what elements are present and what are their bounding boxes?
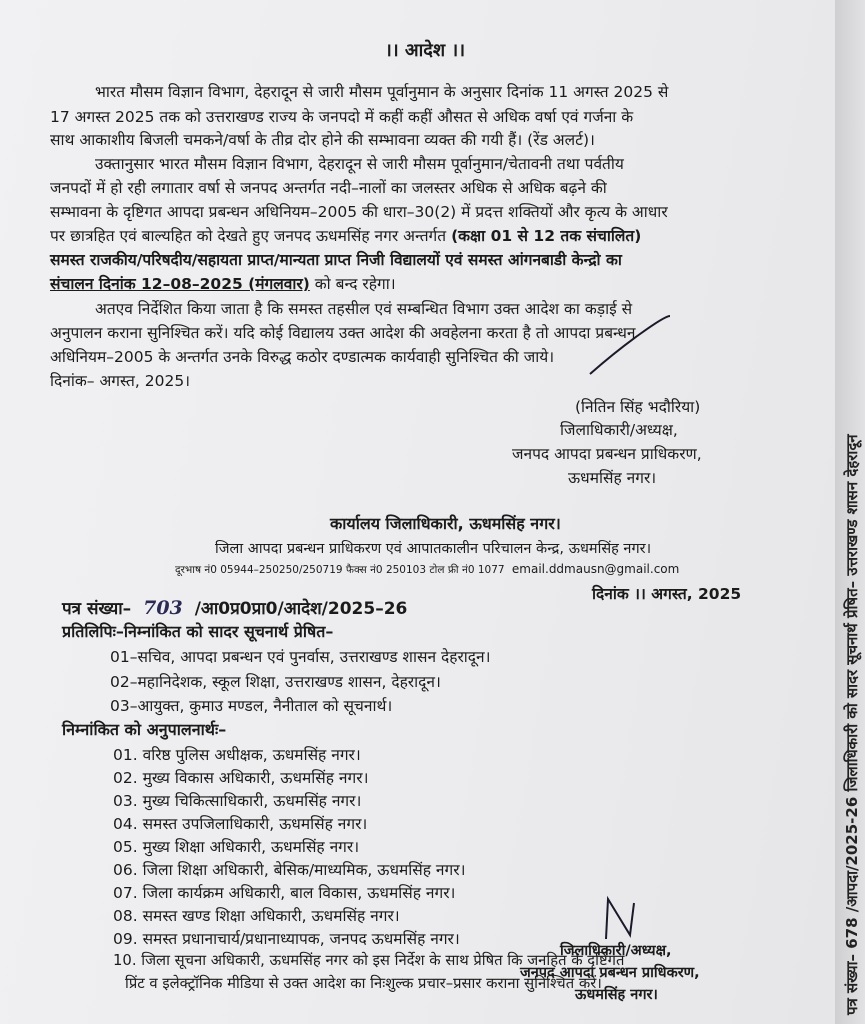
letter-number-value: 703 — [143, 597, 183, 619]
para3-line1: अतएव निर्देशित किया जाता है कि समस्त तहसील एवं सम्बन्धित विभाग उक्त आदेश का कड़ाई से — [95, 300, 633, 318]
para2-line2: जनपदों में हो रही लगातार वर्षा से जनपद अन्तर्गत नदी–नालों का जलस्तर अधिक से अधिक बढ़ने की — [50, 179, 607, 197]
compliance-item-9: 09. समस्त प्रधानाचार्य/प्रधानाध्यापक, जनपद ऊधमसिंह नगर। — [113, 930, 460, 948]
compliance-item-8: 08. समस्त खण्ड शिक्षा अधिकारी, ऊधमसिंह नगर। — [113, 907, 400, 925]
para1-line2: 17 अगस्त 2025 तक को उत्तराखण्ड राज्य के जनपदो में कहीं कहीं औसत से अधिक वर्षा एवं गर्जना के — [50, 108, 634, 126]
info-item-1: 01–सचिव, आपदा प्रबन्धन एवं पुनर्वास, उत्तराखण्ड शासन देहरादून। — [110, 648, 491, 666]
info-item-3: 03–आयुक्त, कुमाउ मण्डल, नैनीताल को सूचनार्थ। — [110, 697, 393, 715]
para3-line3: अधिनियम–2005 के अन्तर्गत उनके विरुद्ध कठोर दण्डात्मक कार्यवाही सुनिश्चित की जाये। — [50, 348, 555, 366]
office-contact — [175, 562, 679, 577]
compliance-item-4: 04. समस्त उपजिलाधिकारी, ऊधमसिंह नगर। — [113, 815, 368, 833]
signatory-place: ऊधमसिंह नगर। — [568, 469, 657, 487]
signature-1 — [585, 312, 675, 382]
compliance-item-5: 05. मुख्य शिक्षा अधिकारी, ऊधमसिंह नगर। — [113, 838, 360, 856]
para2-line3: सम्भावना के दृष्टिगत आपदा प्रबन्धन अधिनियम–2005 की धारा–30(2) में प्रदत्त शक्तियों और कृत्य के आधार — [50, 203, 668, 221]
compliance-item-10: 10. जिला सूचना अधिकारी, ऊधमसिंह नगर को इस निर्देश के साथ प्रेषित कि जनहित के दृष्टिगत — [113, 952, 625, 969]
para2-line5: समस्त राजकीय/परिषदीय/सहायता प्राप्त/मान्यता प्राप्त निजी विद्यालयों एवं समस्त आंगनबाडी केन्द्रो का — [50, 251, 622, 269]
signatory-designation: जिलाधिकारी/अध्यक्ष, — [560, 421, 678, 439]
office-email: email.ddmausn@gmail.com — [511, 562, 680, 576]
signatory2-place: ऊधमसिंह नगर। — [575, 987, 658, 1003]
compliance-item-3: 03. मुख्य चिकित्साधिकारी, ऊधमसिंह नगर। — [113, 792, 362, 810]
letter-number-suffix: /आ0प्र0प्रा0/आदेश/2025–26 — [194, 599, 408, 619]
info-item-2: 02–महानिदेशक, स्कूल शिक्षा, उत्तराखण्ड शासन, देहरादून। — [110, 673, 441, 691]
letter-number-label: पत्र संख्या– — [62, 599, 132, 619]
para2-line4-text: पर छात्रहित एवं बाल्यहित को देखते हुए जनपद ऊधमसिंह नगर अन्तर्गत — [50, 227, 447, 245]
signatory2-designation: जिलाधिकारी/अध्यक्ष, — [560, 943, 672, 959]
compliance-item-7: 07. जिला कार्यक्रम अधिकारी, बाल विकास, ऊधमसिंह नगर। — [113, 884, 456, 902]
letter-number — [62, 596, 407, 619]
para2-line1: उक्तानुसार भारत मौसम विज्ञान विभाग, देहरादून से जारी मौसम पूर्वानुमान/चेतावनी तथा पर्वतीय — [95, 155, 624, 173]
para3-line2: अनुपालन कराना सुनिश्चित करें। यदि कोई विद्यालय उक्त आदेश की अवहेलना करता है तो आपदा प्रबन्धन — [50, 324, 636, 342]
compliance-item-1: 01. वरिष्ठ पुलिस अधीक्षक, ऊधमसिंह नगर। — [113, 746, 361, 764]
compliance-item-10-cont: प्रिंट व इलेक्ट्रॉनिक मीडिया से उक्त आदेश का निःशुल्क प्रचार–प्रसार कराना सुनिश्चित करें। — [125, 975, 602, 992]
para1-line3: साथ आकाशीय बिजली चमकने/वर्षा के तीव्र दोर होने की सम्भावना व्यक्त की गयी हैं। (रेंड अलर्ट)। — [50, 131, 595, 149]
closure-date: संचालन दिनांक 12–08–2025 (मंगलवार) — [50, 275, 310, 293]
compliance-heading: निम्नांकित को अनुपालनार्थः– — [62, 720, 227, 739]
office-heading: कार्यालय जिलाधिकारी, ऊधमसिंह नगर। — [330, 514, 561, 533]
signatory2-authority: जनपद आपदा प्रबन्धन प्राधिकरण, — [520, 965, 700, 981]
para2-line4 — [50, 224, 641, 246]
compliance-item-2: 02. मुख्य विकास अधिकारी, ऊधमसिंह नगर। — [113, 769, 369, 787]
para1-line1: भारत मौसम विज्ञान विभाग, देहरादून से जारी मौसम पूर्वानुमान के अनुसार दिनांक 11 अगस्त 2025 से — [95, 83, 669, 101]
office-date: दिनांक ।। अगस्त, 2025 — [592, 585, 742, 603]
signature-2 — [600, 895, 640, 943]
compliance-item-6: 06. जिला शिक्षा अधिकारी, बेसिक/माध्यमिक, ऊधमसिंह नगर। — [113, 861, 466, 879]
office-subheading: जिला आपदा प्रबन्धन प्राधिकरण एवं आपातकालीन परिचालन केन्द्र, ऊधमसिंह नगर। — [215, 541, 652, 557]
closure-text: को बन्द रहेगा। — [314, 275, 396, 293]
order-title: ।। आदेश ।। — [385, 40, 466, 61]
office-phone: दूरभाष नं0 05944–250250/250719 फैक्स नं0 250103 टोल फ्री नं0 1077 — [175, 564, 505, 576]
signatory-authority: जनपद आपदा प्रबन्धन प्राधिकरण, — [512, 445, 702, 463]
order-date: दिनांक– अगस्त, 2025। — [50, 372, 191, 390]
para2-line6 — [50, 272, 396, 294]
class-range: (कक्षा 01 से 12 तक संचालित) — [451, 227, 642, 245]
copy-heading: प्रतिलिपिः–निम्नांकित को सादर सूचनार्थ प्रेषित– — [62, 622, 334, 641]
signatory-name: (नितिन सिंह भदौरिया) — [575, 398, 701, 416]
adjacent-page-text: पत्र संख्या– 678 /आपदा/2025-26 जिलाधिकारी को सादर सूचनार्थ प्रेषित– उत्तराखण्ड शासन देहरादून — [843, 434, 861, 1015]
